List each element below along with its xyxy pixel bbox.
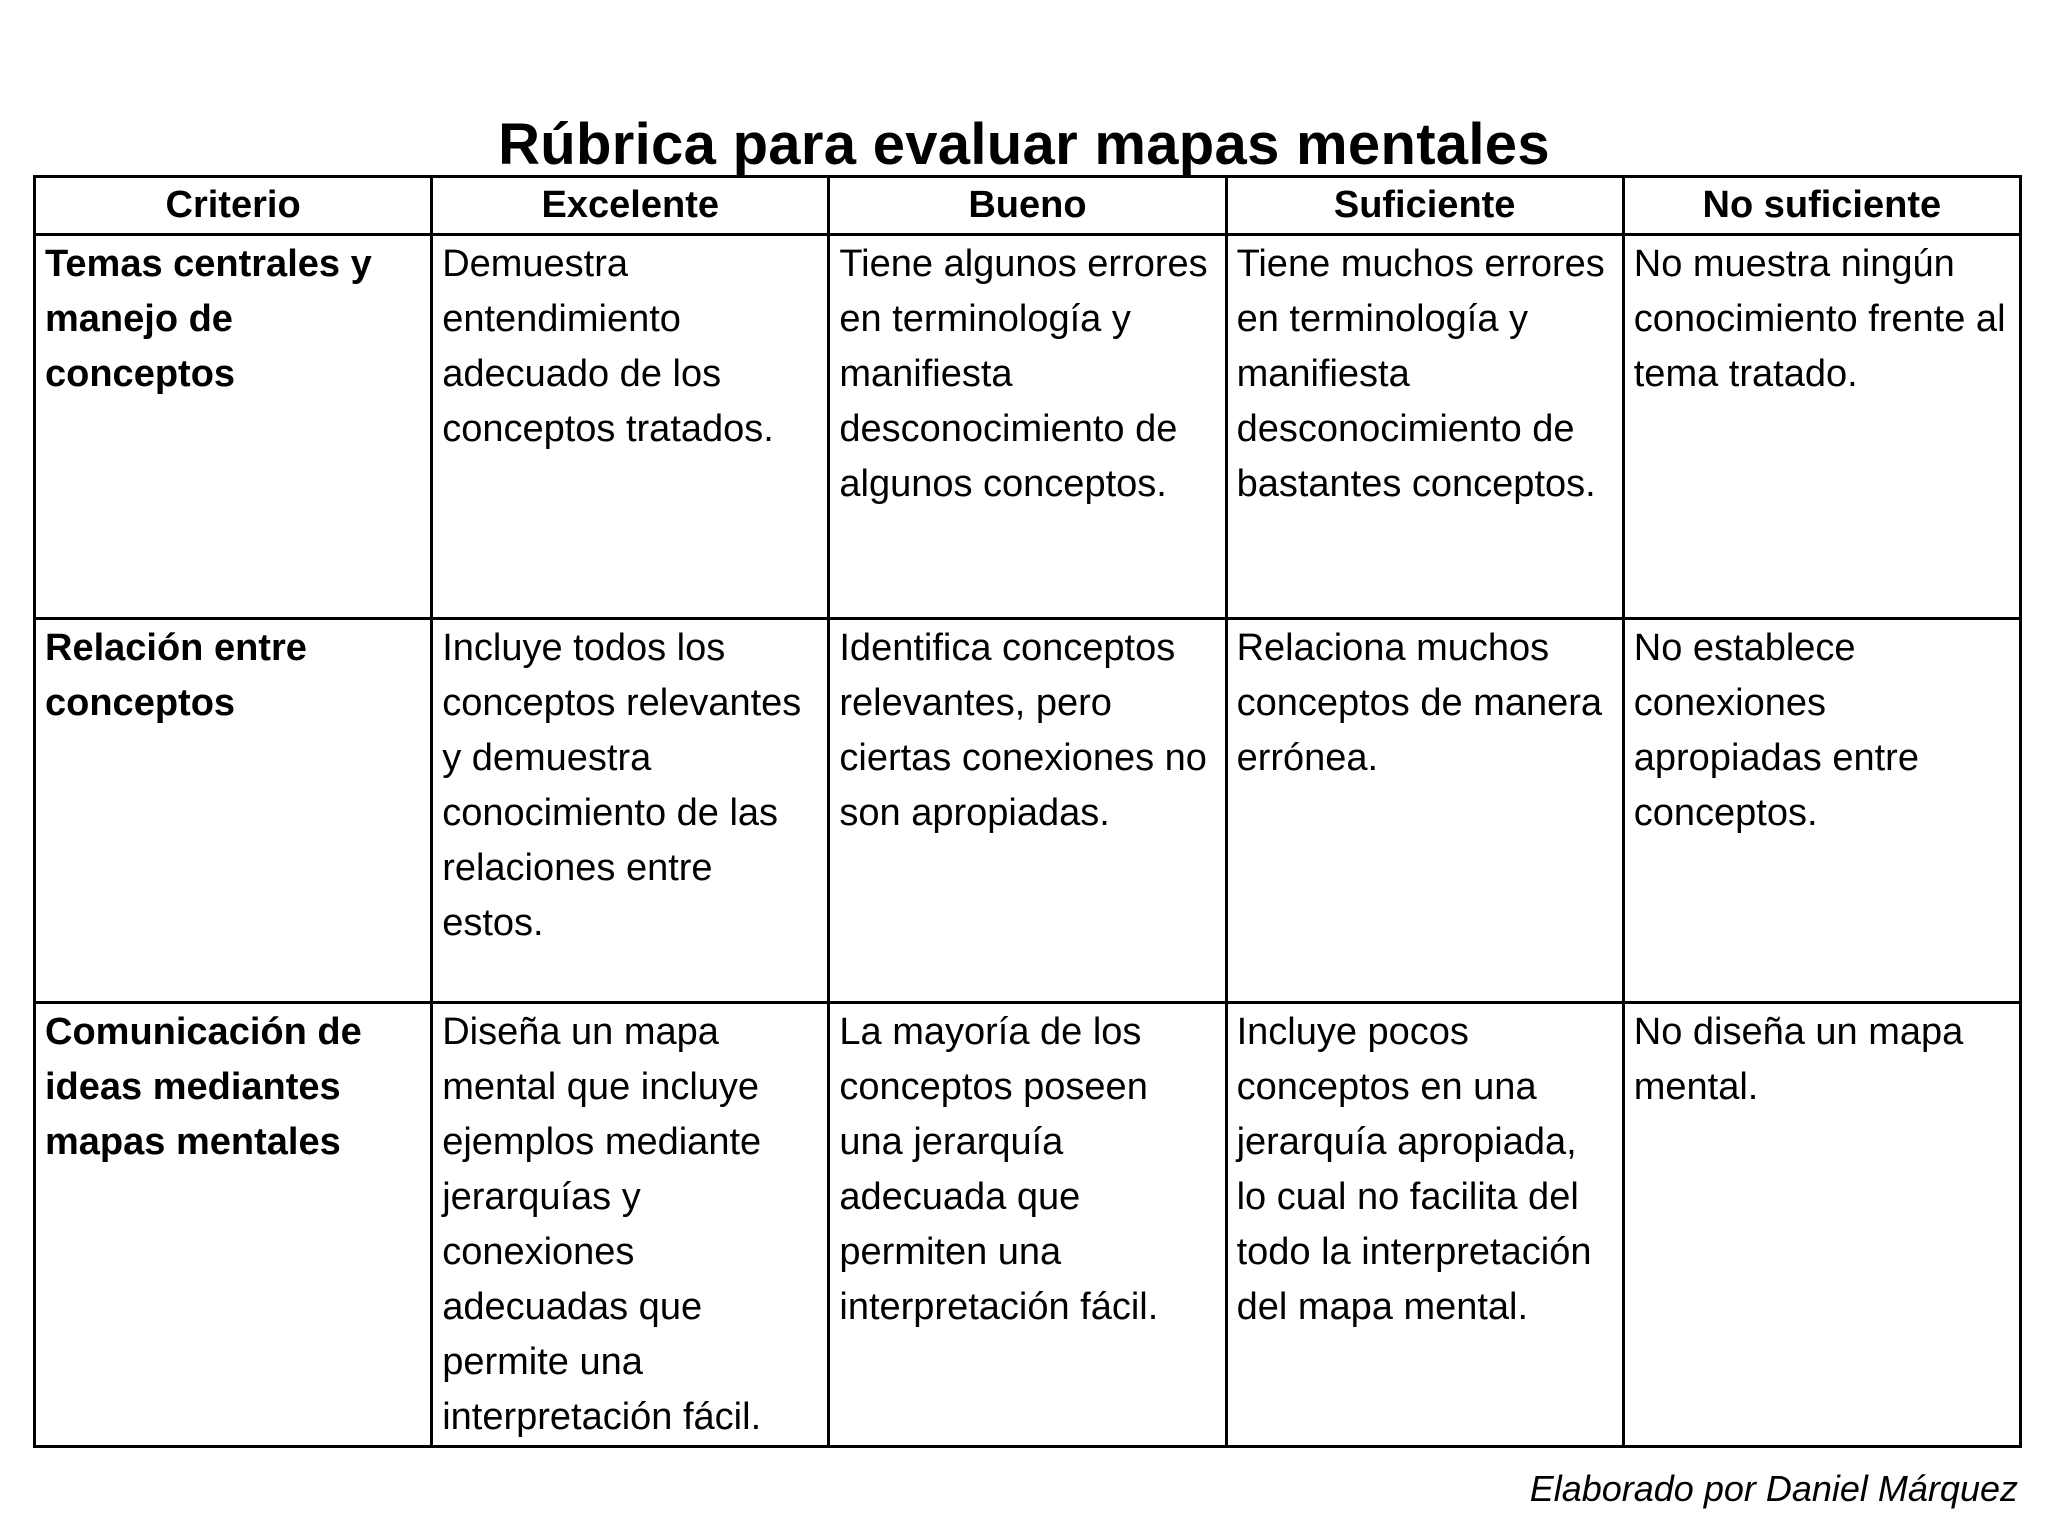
page-title: Rúbrica para evaluar mapas mentales [498,111,1550,177]
excelente-text: Diseña un mapa mental que incluye ejemplos mediante jerarquías y conexiones adecuadas que permite una interpretación fácil. [442,1011,762,1438]
criterion-cell [35,1003,432,1447]
no-suficiente-cell [1623,619,2020,1003]
excelente-cell [432,1003,829,1447]
table-row [35,619,2021,1003]
bueno-cell [829,1003,1226,1447]
excelente-cell [432,235,829,619]
bueno-text: Identifica conceptos relevantes, pero ciertas conexiones no son apropiadas. [839,627,1207,834]
bueno-text: Tiene algunos errores en terminología y manifiesta desconocimiento de algunos conceptos. [839,243,1208,505]
excelente-text: Demuestra entendimiento adecuado de los conceptos tratados. [442,243,774,450]
suficiente-cell [1226,619,1623,1003]
no-suficiente-text: No muestra ningún conocimiento frente al tema tratado. [1633,243,2006,395]
excelente-text: Incluye todos los conceptos relevantes y demuestra conocimiento de las relaciones entre estos. [442,627,802,944]
table-row [35,1003,2021,1447]
no-suficiente-cell [1623,1003,2020,1447]
suficiente-text: Incluye pocos conceptos en una jerarquía apropiada, lo cual no facilita del todo la interpretación del mapa mental. [1236,1011,1592,1328]
suficiente-text: Tiene muchos errores en terminología y manifiesta desconocimiento de bastantes conceptos. [1236,243,1605,505]
suficiente-cell [1226,1003,1623,1447]
excelente-cell [432,619,829,1003]
no-suficiente-text: No diseña un mapa mental. [1633,1011,1964,1108]
no-suficiente-text: No establece conexiones apropiadas entre conceptos. [1633,627,1919,834]
no-suficiente-cell [1623,235,2020,619]
bueno-cell [829,619,1226,1003]
suficiente-cell [1226,235,1623,619]
author-credit: Elaborado por Daniel Márquez [1529,1468,2018,1509]
bueno-cell [829,235,1226,619]
suficiente-text: Relaciona muchos conceptos de manera errónea. [1236,627,1603,779]
header-no-suficiente: No suficiente [1623,177,2020,235]
criterion-text: Temas centrales y manejo de conceptos [45,243,372,395]
criterion-text: Comunicación de ideas mediantes mapas mentales [45,1011,362,1163]
header-bueno: Bueno [829,177,1226,235]
bueno-text: La mayoría de los conceptos poseen una jerarquía adecuada que permiten una interpretación fácil. [839,1011,1159,1328]
header-excelente: Excelente [432,177,829,235]
criterion-text: Relación entre conceptos [45,627,307,724]
table-row [35,235,2021,619]
criterion-cell [35,235,432,619]
table-header-row [35,177,2021,235]
header-criterio: Criterio [35,177,432,235]
rubric-table [33,175,2022,1448]
header-suficiente: Suficiente [1226,177,1623,235]
criterion-cell [35,619,432,1003]
